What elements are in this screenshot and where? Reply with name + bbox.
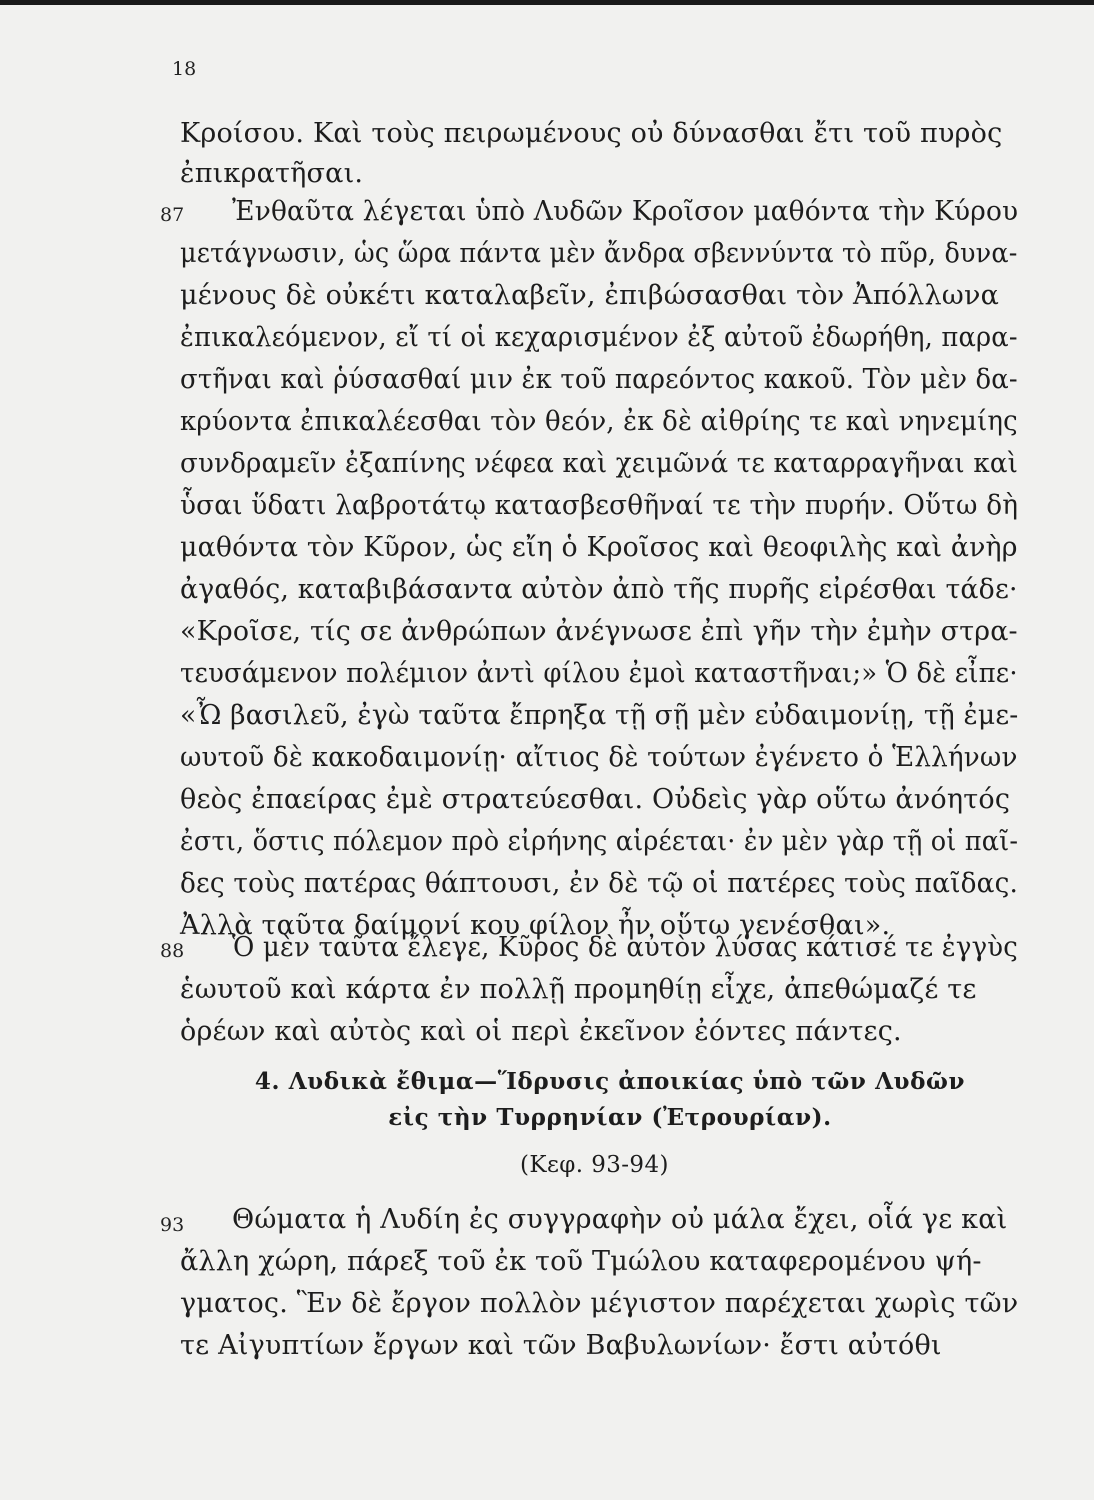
text-line: ωυτοῦ δὲ κακοδαιμονίῃ· αἴτιος δὲ τούτων ἐγένετο ὁ Ἑλλήνων (180, 742, 1018, 773)
text-line: συνδραμεῖν ἐξαπίνης νέφεα καὶ χειμῶνά τε καταρραγῆναι καὶ (180, 448, 1019, 479)
text-line: ἐστι, ὅστις πόλεμον πρὸ εἰρήνης αἱρέεται· ἐν μὲν γὰρ τῇ οἱ παῖ- (180, 826, 1019, 857)
text-line: τε Αἰγυπτίων ἔργων καὶ τῶν Βαβυλωνίων· ἔστι αὐτόθι (180, 1330, 942, 1361)
text-line: μένους δὲ οὐκέτι καταλαβεῖν, ἐπιβώσασθαι τὸν Ἀπόλλωνα (180, 280, 1000, 311)
text-line: «Ὦ βασιλεῦ, ἐγὼ ταῦτα ἔπρηξα τῇ σῇ μὲν εὐδαιμονίῃ, τῇ ἐμε- (180, 700, 1019, 731)
section-number-93: 93 (160, 1214, 185, 1236)
text-line: Θώματα ἡ Λυδίη ἐς συγγραφὴν οὐ μάλα ἔχει, οἷά γε καὶ (232, 1204, 1008, 1235)
page-number: 18 (172, 58, 197, 80)
section-heading-line2: εἰς τὴν Τυρρηνίαν (Ἐτρουρίαν). (388, 1104, 832, 1131)
text-line: ὁρέων καὶ αὐτὸς καὶ οἱ περὶ ἐκεῖνον ἐόντες πάντες. (180, 1016, 902, 1047)
text-line: «Κροῖσε, τίς σε ἀνθρώπων ἀνέγνωσε ἐπὶ γῆν τὴν ἐμὴν στρα- (180, 616, 1018, 647)
text-line: στῆναι καὶ ῥύσασθαί μιν ἐκ τοῦ παρεόντος κακοῦ. Τὸν μὲν δα- (180, 364, 1018, 395)
text-line: θεὸς ἐπαείρας ἐμὲ στρατεύεσθαι. Οὐδεὶς γὰρ οὕτω ἀνόητός (180, 784, 1011, 815)
text-line: ἄλλη χώρη, πάρεξ τοῦ ἐκ τοῦ Τμώλου καταφερομένου ψή- (180, 1246, 982, 1277)
text-line: Ἀλλὰ ταῦτα δαίμονί κου φίλον ἦν οὕτω γενέσθαι». (180, 910, 891, 941)
text-line: Κροίσου. Καὶ τοὺς πειρωμένους οὐ δύνασθαι ἔτι τοῦ πυρὸς (180, 118, 1003, 149)
chapter-range: (Κεφ. 93-94) (520, 1152, 669, 1178)
text-line: τευσάμενον πολέμιον ἀντὶ φίλου ἐμοὶ καταστῆναι;» Ὁ δὲ εἶπε· (180, 658, 1018, 689)
section-heading-line1: 4. Λυδικὰ ἔθιμα—Ἵδρυσις ἀποικίας ὑπὸ τῶν Λυδῶν (254, 1068, 966, 1095)
text-line: Ὁ μὲν ταῦτα ἔλεγε, Κῦρος δὲ αὐτὸν λύσας κάτισέ τε ἐγγὺς (232, 932, 1018, 963)
text-line: ἐπικρατῆσαι. (180, 158, 364, 189)
text-line: Ἐνθαῦτα λέγεται ὑπὸ Λυδῶν Κροῖσον μαθόντα τὴν Κύρου (232, 196, 1019, 227)
scan-top-edge (0, 0, 1094, 5)
section-number-87: 87 (160, 204, 185, 226)
text-line: μετάγνωσιν, ὡς ὥρα πάντα μὲν ἄνδρα σβεννύντα τὸ πῦρ, δυνα- (180, 238, 1018, 269)
text-line: μαθόντα τὸν Κῦρον, ὡς εἴη ὁ Κροῖσος καὶ θεοφιλὴς καὶ ἀνὴρ (180, 532, 1018, 563)
text-line: ἐπικαλεόμενον, εἴ τί οἱ κεχαρισμένον ἐξ αὐτοῦ ἐδωρήθη, παρα- (180, 322, 1018, 353)
text-line: ὗσαι ὕδατι λαβροτάτῳ κατασβεσθῆναί τε τὴν πυρήν. Οὕτω δὴ (180, 490, 1019, 521)
text-line: ἑωυτοῦ καὶ κάρτα ἐν πολλῇ προμηθίῃ εἶχε, ἀπεθώμαζέ τε (180, 974, 977, 1005)
text-line: ἀγαθός, καταβιβάσαντα αὐτὸν ἀπὸ τῆς πυρῆς εἰρέσθαι τάδε· (180, 574, 1018, 605)
text-line: κρύοντα ἐπικαλέεσθαι τὸν θεόν, ἐκ δὲ αἰθρίης τε καὶ νηνεμίης (180, 406, 1018, 437)
section-number-88: 88 (160, 940, 185, 962)
text-line: δες τοὺς πατέρας θάπτουσι, ἐν δὲ τῷ οἱ πατέρες τοὺς παῖδας. (180, 868, 1019, 899)
text-line: γματος. Ἓν δὲ ἔργον πολλὸν μέγιστον παρέχεται χωρὶς τῶν (180, 1288, 1019, 1319)
